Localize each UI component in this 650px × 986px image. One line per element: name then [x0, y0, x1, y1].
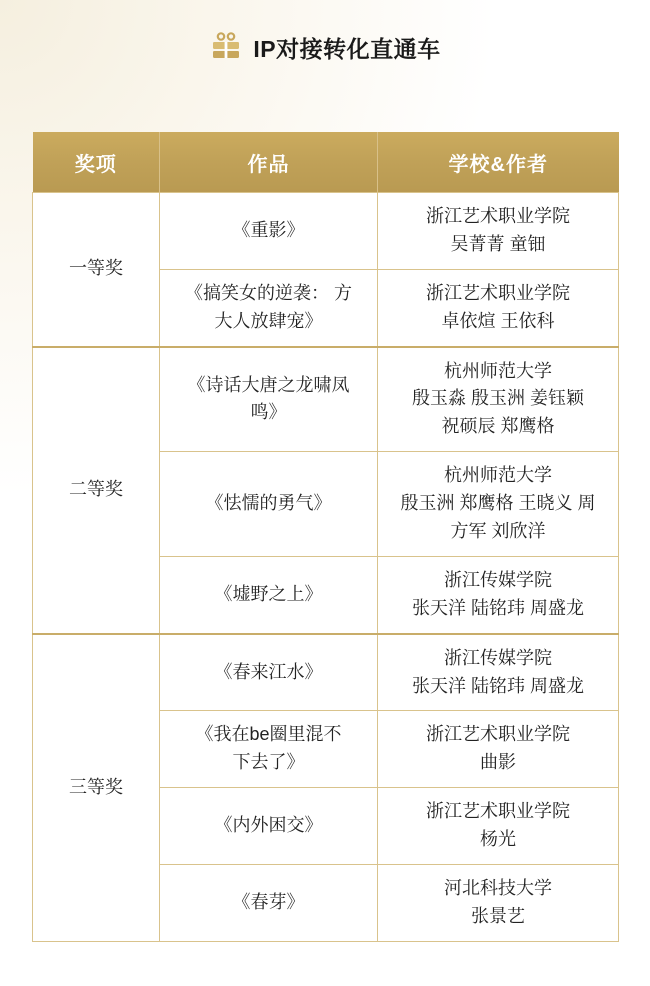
work-title-line: 《我在be圈里混不: [195, 724, 342, 745]
school-author-line: 殷玉淼 殷玉洲 姜钰颖: [411, 388, 584, 409]
table-row: [33, 193, 619, 270]
work-title-line: 《怯懦的勇气》: [205, 493, 332, 514]
work-title-line: 《内外困交》: [214, 815, 323, 836]
work-title-cell: [160, 711, 378, 788]
table-row: [33, 634, 619, 711]
school-author-line: 浙江传媒学院: [444, 647, 552, 668]
school-author-line: 张景艺: [471, 905, 525, 926]
work-title-cell: [160, 865, 378, 942]
school-author-cell: [378, 193, 619, 270]
award-grade-cell: 二等奖: [33, 347, 160, 634]
school-author-cell: [378, 634, 619, 711]
column-header-school-author: 学校&作者: [378, 132, 619, 193]
work-title-line: 《搞笑女的逆袭： 方: [184, 282, 352, 303]
school-author-line: 殷玉洲 郑鹰格 王晓义 周: [400, 493, 596, 514]
school-author-line: 浙江艺术职业学院: [426, 282, 570, 303]
table-body: [33, 193, 619, 942]
school-author-line: 张天洋 陆铭玮 周盛龙: [411, 597, 584, 618]
work-title-line: 下去了》: [232, 752, 305, 773]
school-author-cell: [378, 711, 619, 788]
award-grade-cell: 一等奖: [33, 193, 160, 347]
school-author-line: 杭州师范大学: [444, 360, 552, 381]
award-table-container: [32, 132, 618, 942]
award-table: [32, 132, 619, 942]
work-title-line: 《墟野之上》: [214, 583, 323, 604]
column-header-award: 奖项: [33, 132, 160, 193]
school-author-line: 浙江艺术职业学院: [426, 724, 570, 745]
page-title: IP对接转化直通车: [253, 35, 441, 62]
table-header-row: [33, 132, 619, 193]
school-author-line: 浙江艺术职业学院: [426, 801, 570, 822]
school-author-line: 方军 刘欣洋: [450, 521, 546, 542]
work-title-cell: [160, 269, 378, 346]
work-title-cell: [160, 347, 378, 452]
work-title-line: 《诗话大唐之龙啸凤: [187, 374, 350, 395]
school-author-line: 吴菁菁 童钿: [450, 233, 546, 254]
work-title-cell: [160, 788, 378, 865]
page-header: [0, 0, 650, 74]
work-title-cell: [160, 452, 378, 557]
school-author-cell: [378, 788, 619, 865]
school-author-line: 曲影: [480, 752, 516, 773]
school-author-cell: [378, 556, 619, 633]
work-title-line: 鸣》: [250, 402, 287, 423]
work-title-line: 《春芽》: [232, 891, 305, 912]
school-author-line: 浙江传媒学院: [444, 569, 552, 590]
table-header: [33, 132, 619, 193]
school-author-line: 浙江艺术职业学院: [426, 206, 570, 226]
work-title-cell: [160, 556, 378, 633]
work-title-line: 《春来江水》: [214, 661, 323, 682]
school-author-line: 祝硕辰 郑鹰格: [441, 416, 555, 437]
school-author-cell: [378, 865, 619, 942]
column-header-work: 作品: [160, 132, 378, 193]
school-author-line: 卓依煊 王依科: [441, 310, 555, 331]
table-row: [33, 347, 619, 452]
work-title-line: 《重影》: [232, 219, 305, 240]
school-author-cell: [378, 269, 619, 346]
award-grade-cell: 三等奖: [33, 634, 160, 942]
school-author-cell: [378, 347, 619, 452]
work-title-line: 大人放肆宠》: [214, 310, 323, 331]
school-author-line: 河北科技大学: [444, 878, 552, 899]
school-author-line: 杭州师范大学: [444, 465, 552, 486]
school-author-line: 张天洋 陆铭玮 周盛龙: [411, 675, 584, 696]
work-title-cell: [160, 634, 378, 711]
school-author-line: 杨光: [480, 829, 516, 850]
work-title-cell: [160, 193, 378, 270]
school-author-cell: [378, 452, 619, 557]
ticket-icon: [209, 30, 243, 64]
